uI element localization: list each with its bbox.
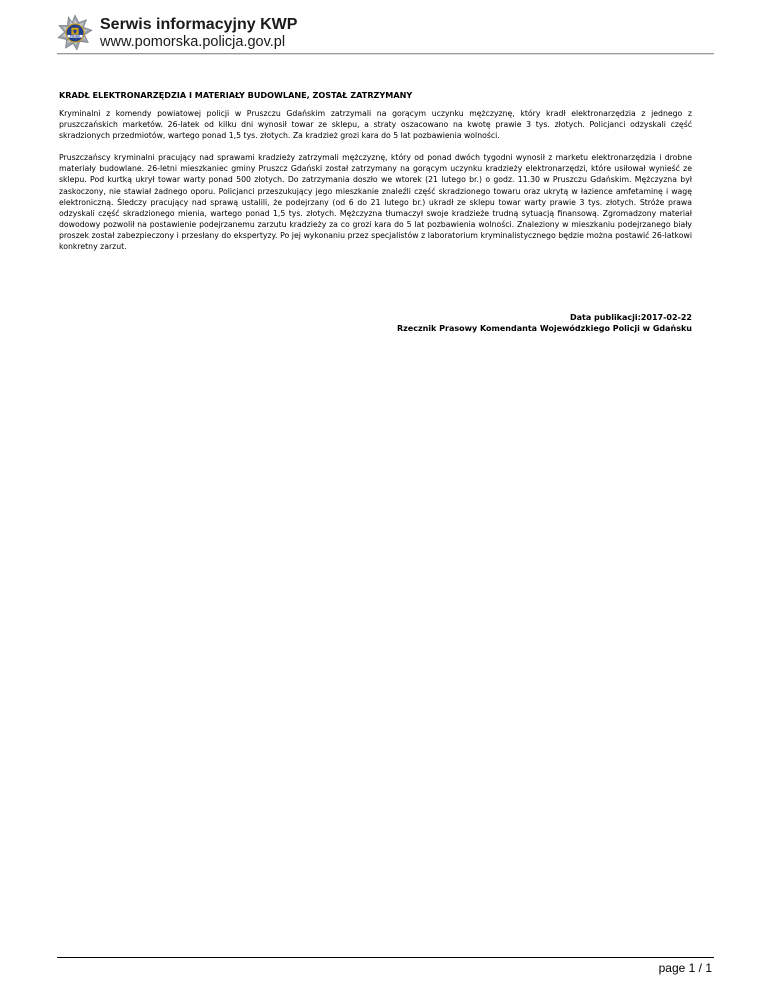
svg-text:POLICJA: POLICJA — [69, 35, 81, 39]
article-title: KRADŁ ELEKTRONARZĘDZIA I MATERIAŁY BUDOWLANE, ZOSTAŁ ZATRZYMANY — [59, 90, 413, 100]
footer-divider — [57, 957, 714, 958]
article — [59, 90, 692, 263]
site-title: Serwis informacyjny KWP — [100, 16, 298, 33]
site-url[interactable]: www.pomorska.policja.gov.pl — [100, 34, 286, 50]
header-text-block — [100, 15, 297, 51]
header-divider — [57, 53, 714, 55]
publication-date: Data publikacji:2017-02-22 — [570, 313, 692, 322]
article-lead-paragraph: Kryminalni z komendy powiatowej policji w Pruszczu Gdańskim zatrzymali na gorącym uczynku mężczyznę, który kradł elektronarzędzia z jednego z pruszczańskich marketów. 26-latek od kilku dni wynosił towar ze sklepu, a straty oszacowano na kwotę prawie 3 tys. złotych. Policjanci odzyskali część skradzionych przedmiotów, wartego ponad 1,5 tys. złotych. Za kradzież grozi kara do 5 lat pozbawienia wolności. — [59, 109, 692, 141]
press-spokesperson: Rzecznik Prasowy Komendanta Wojewódzkiego Policji w Gdańsku — [396, 324, 692, 333]
article-body-paragraph: Pruszczańscy kryminalni pracujący nad sprawami kradzieży zatrzymali mężczyznę, który od ponad dwóch tygodni wynosił z marketu elektronarzędzia i drobne materiały budowlane. 26-letni mieszkaniec gminy Pruszcz Gdański został zatrzymany na gorącym uczynku kradzieży elektronarzędzi, które usiłował wynieść ze sklepu. Pod kurtką ukrył towar warty ponad 500 złotych. Do zatrzymania doszło we wtorek (21 lutego br.) o godz. 11.30 w Pruszczu Gdańskim. Mężczyzna był zaskoczony, nie stawiał żadnego oporu. Policjanci przeszukujący jego mieszkanie znaleźli część skradzionego towaru oraz ukrytą w łazience amfetaminę i wagę elektroniczną. Śledczy pracujący nad sprawą ustalili, że podejrzany (od 6 do 21 lutego br.) ukradł ze sklepu towar warty prawie 3 tys. złotych. Stróże prawa odzyskali część skradzionego mienia, wartego ponad 1,5 tys. złotych. Mężczyzna tłumaczył swoje kradzieże trudną sytuacją finansową. Zgromadzony materiał dowodowy pozwolił na postawienie podejrzanemu zarzutu kradzieży za co grozi kara do 5 lat pozbawienia wolności. Znaleziony w mieszkaniu podejrzanego biały proszek został zabezpieczony i przesłany do ekspertyzy. Po jej wykonaniu przez specjalistów z laboratorium kryminalistycznego będzie można postawić 26-latkowi konkretny zarzut. — [59, 153, 692, 252]
page-number: page 1 / 1 — [658, 961, 712, 975]
publication-info — [397, 312, 692, 334]
police-star-badge-icon — [56, 14, 94, 52]
page-header — [56, 12, 714, 54]
